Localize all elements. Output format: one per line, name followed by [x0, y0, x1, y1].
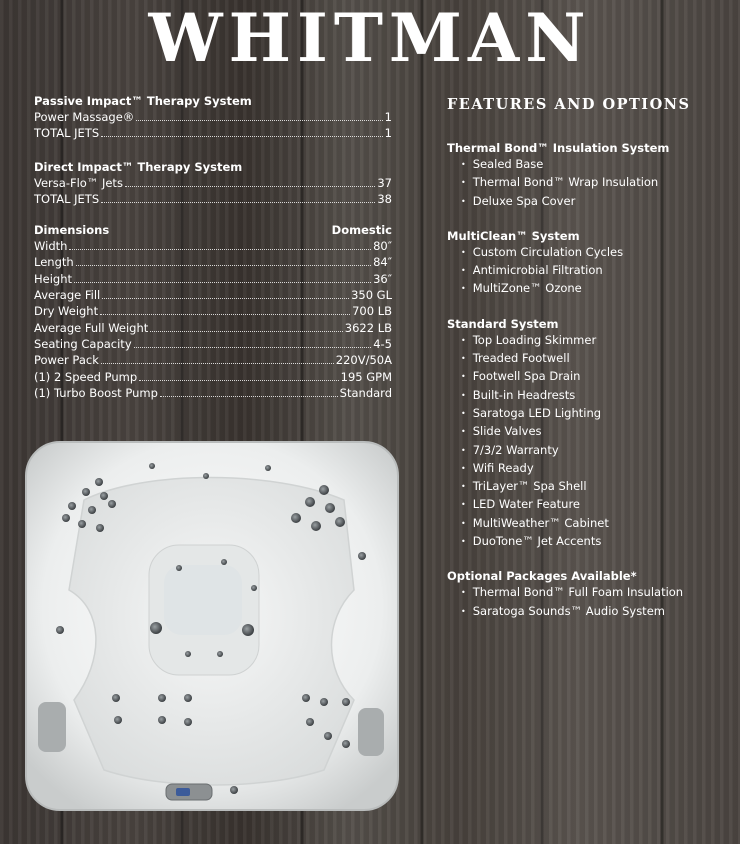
list-item: • DuoTone™ Jet Accents: [447, 533, 737, 551]
spec-row: [34, 303, 392, 319]
spec-label: Width: [34, 239, 68, 254]
leader-dots: [136, 120, 382, 121]
spa-top-view-image: [24, 440, 400, 812]
spec-value: 38: [377, 191, 392, 206]
list-item: • Custom Circulation Cycles: [447, 244, 737, 262]
leader-dots: [150, 331, 343, 332]
leader-dots: [160, 396, 338, 397]
leader-dots: [139, 380, 338, 381]
spec-value: 84″: [373, 255, 392, 270]
list-item: • MultiZone™ Ozone: [447, 280, 737, 298]
spec-row: [34, 287, 392, 303]
spec-row: [34, 254, 392, 270]
spec-row: [34, 369, 392, 385]
spa-headrest-right: [358, 708, 384, 756]
list-item: • Treaded Footwell: [447, 350, 737, 368]
leader-dots: [74, 282, 371, 283]
list-item: • MultiWeather™ Cabinet: [447, 515, 737, 533]
leader-dots: [100, 314, 350, 315]
spec-label: Average Full Weight: [34, 320, 149, 335]
dimensions-heading-text: Dimensions: [34, 223, 110, 238]
spec-label: Versa-Flo™ Jets: [34, 175, 123, 190]
list-item: • Antimicrobial Filtration: [447, 262, 737, 280]
spec-value: 195 GPM: [340, 369, 392, 384]
list-item: • Saratoga Sounds™ Audio System: [447, 603, 737, 621]
leader-dots: [125, 186, 375, 187]
leader-dots: [134, 347, 372, 348]
list-item: • Saratoga LED Lighting: [447, 405, 737, 423]
passive-heading-text: Passive Impact™ Therapy System: [34, 94, 252, 108]
group-heading: Optional Packages Available*: [447, 569, 637, 584]
spec-row: [34, 125, 392, 141]
spec-label: (1) 2 Speed Pump: [34, 369, 138, 384]
spec-value: 37: [377, 175, 392, 190]
spec-row: [34, 271, 392, 287]
spec-value: 1: [384, 126, 392, 141]
spa-footwell-jets-area: [164, 565, 242, 635]
list-item: • Thermal Bond™ Wrap Insulation: [447, 174, 737, 192]
spec-value: 36″: [373, 271, 392, 286]
leader-dots: [101, 363, 334, 364]
group-heading: MultiClean™ System: [447, 228, 580, 243]
spec-value: 4-5: [373, 336, 392, 351]
spec-value: 700 LB: [352, 304, 392, 319]
spec-value: 3622 LB: [344, 320, 392, 335]
list-item: • TriLayer™ Spa Shell: [447, 478, 737, 496]
spec-label: Height: [34, 271, 73, 286]
spec-row: [34, 352, 392, 368]
spa-headrest-left: [38, 702, 66, 752]
spec-row: [34, 191, 392, 207]
features-title: FEATURES AND OPTIONS: [447, 96, 691, 113]
group-heading: Thermal Bond™ Insulation System: [447, 141, 670, 155]
spec-panel: [34, 94, 392, 401]
passive-heading: [34, 94, 392, 109]
spec-row: [34, 238, 392, 254]
spec-label: Average Fill: [34, 288, 101, 303]
spec-label: Power Massage®: [34, 110, 135, 124]
spec-value: 220V/50A: [335, 353, 392, 368]
spec-row: [34, 336, 392, 352]
leader-dots: [101, 202, 375, 203]
list-item: • LED Water Feature: [447, 496, 737, 514]
spec-value: 1: [384, 110, 392, 124]
spec-row: [34, 109, 392, 125]
page-title: WHITMAN: [148, 0, 592, 77]
spec-label: Seating Capacity: [34, 336, 132, 351]
spec-value: Standard: [339, 385, 392, 400]
direct-heading: [34, 160, 392, 175]
spec-value: 80″: [373, 239, 392, 254]
dimensions-heading: [34, 223, 392, 238]
leader-dots: [76, 265, 371, 266]
spec-row: [34, 320, 392, 336]
leader-dots: [102, 298, 349, 299]
leader-dots: [101, 136, 383, 137]
dimensions-heading-right: Domestic: [331, 223, 392, 238]
spec-row: [34, 385, 392, 401]
spec-label: (1) Turbo Boost Pump: [34, 385, 158, 400]
list-item: • Built-in Headrests: [447, 387, 737, 405]
spec-label: Power Pack: [34, 353, 99, 368]
list-item: • Sealed Base: [447, 156, 737, 174]
spec-label: Dry Weight: [34, 304, 99, 319]
leader-dots: [69, 249, 371, 250]
spec-row: [34, 175, 392, 191]
spec-value: 350 GL: [351, 288, 392, 303]
list-item: • Wifi Ready: [447, 460, 737, 478]
features-panel: [447, 94, 737, 621]
list-item: • Thermal Bond™ Full Foam Insulation: [447, 584, 737, 602]
direct-heading-text: Direct Impact™ Therapy System: [34, 159, 243, 174]
list-item: • Footwell Spa Drain: [447, 368, 737, 386]
spec-label: TOTAL JETS: [34, 191, 100, 206]
list-item: • Deluxe Spa Cover: [447, 193, 737, 211]
list-item: • Slide Valves: [447, 423, 737, 441]
spec-label: TOTAL JETS: [34, 126, 100, 141]
group-heading: Standard System: [447, 316, 559, 331]
list-item: • 7/3/2 Warranty: [447, 442, 737, 460]
spec-label: Length: [34, 255, 74, 270]
list-item: • Top Loading Skimmer: [447, 332, 737, 350]
